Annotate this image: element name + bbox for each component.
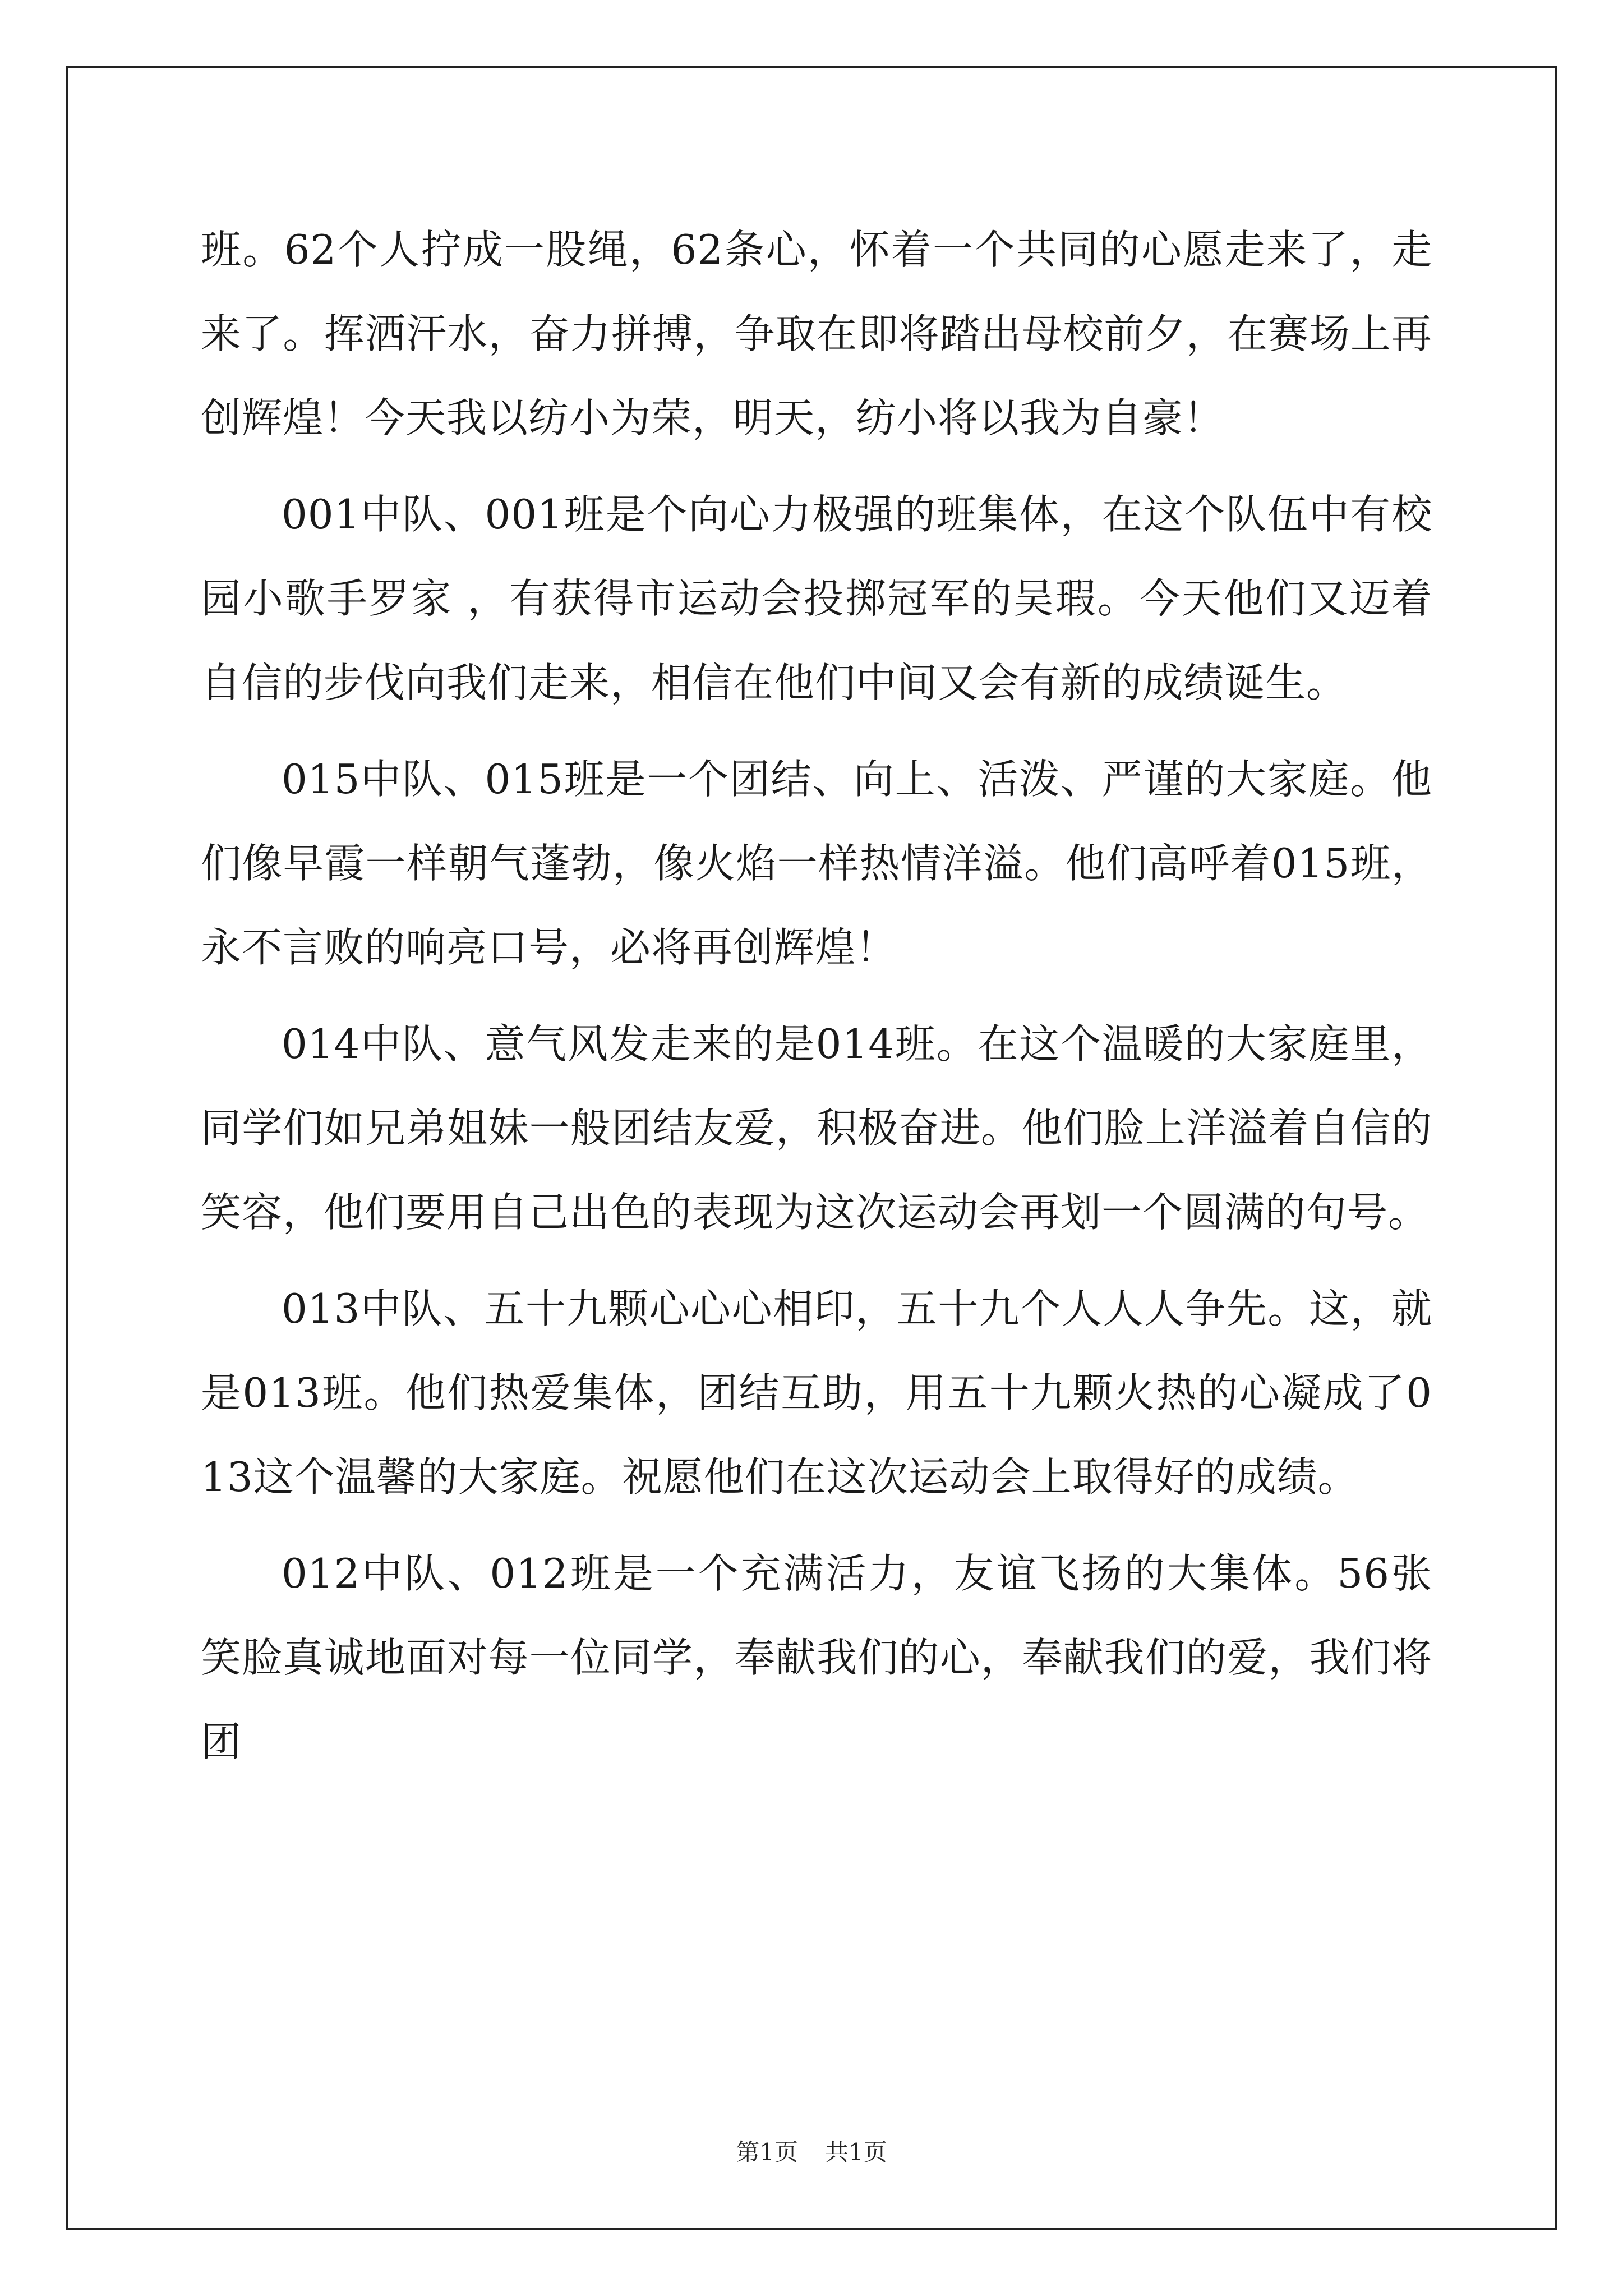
paragraph: 014中队、意气风发走来的是014班。在这个温暖的大家庭里，同学们如兄弟姐妹一般团结友爱，积极奋进。他们脸上洋溢着自信的笑容，他们要用自己出色的表现为这次运动会再划一个圆满的句号。 bbox=[201, 1020, 1432, 1236]
paragraph: 012中队、012班是一个充满活力，友谊飞扬的大集体。56张笑脸真诚地面对每一位同学，奉献我们的心，奉献我们的爱，我们将团 bbox=[201, 1550, 1432, 1765]
page-number-current: 第1页 bbox=[736, 2138, 798, 2166]
document-body bbox=[201, 208, 1432, 1784]
paragraph: 015中队、015班是一个团结、向上、活泼、严谨的大家庭。他们像早霞一样朝气蓬勃，像火焰一样热情洋溢。他们高呼着015班，永不言败的响亮口号，必将再创辉煌！ bbox=[201, 756, 1432, 971]
paragraph: 班。62个人拧成一股绳，62条心，怀着一个共同的心愿走来了，走来了。挥洒汗水，奋力拼搏，争取在即将踏出母校前夕，在赛场上再创辉煌！今天我以纺小为荣，明天，纺小将以我为自豪！ bbox=[201, 226, 1432, 441]
paragraph: 013中队、五十九颗心心心相印，五十九个人人人争先。这，就是013班。他们热爱集体，团结互助，用五十九颗火热的心凝成了013这个温馨的大家庭。祝愿他们在这次运动会上取得好的成绩。 bbox=[201, 1285, 1432, 1501]
page-footer bbox=[0, 2136, 1623, 2169]
paragraph: 001中队、001班是个向心力极强的班集体，在这个队伍中有校园小歌手罗家 ，有获得市运动会投掷冠军的吴瑕。今天他们又迈着自信的步伐向我们走来，相信在他们中间又会有新的成绩诞生。 bbox=[201, 491, 1432, 706]
page-number-total: 共1页 bbox=[825, 2138, 887, 2166]
